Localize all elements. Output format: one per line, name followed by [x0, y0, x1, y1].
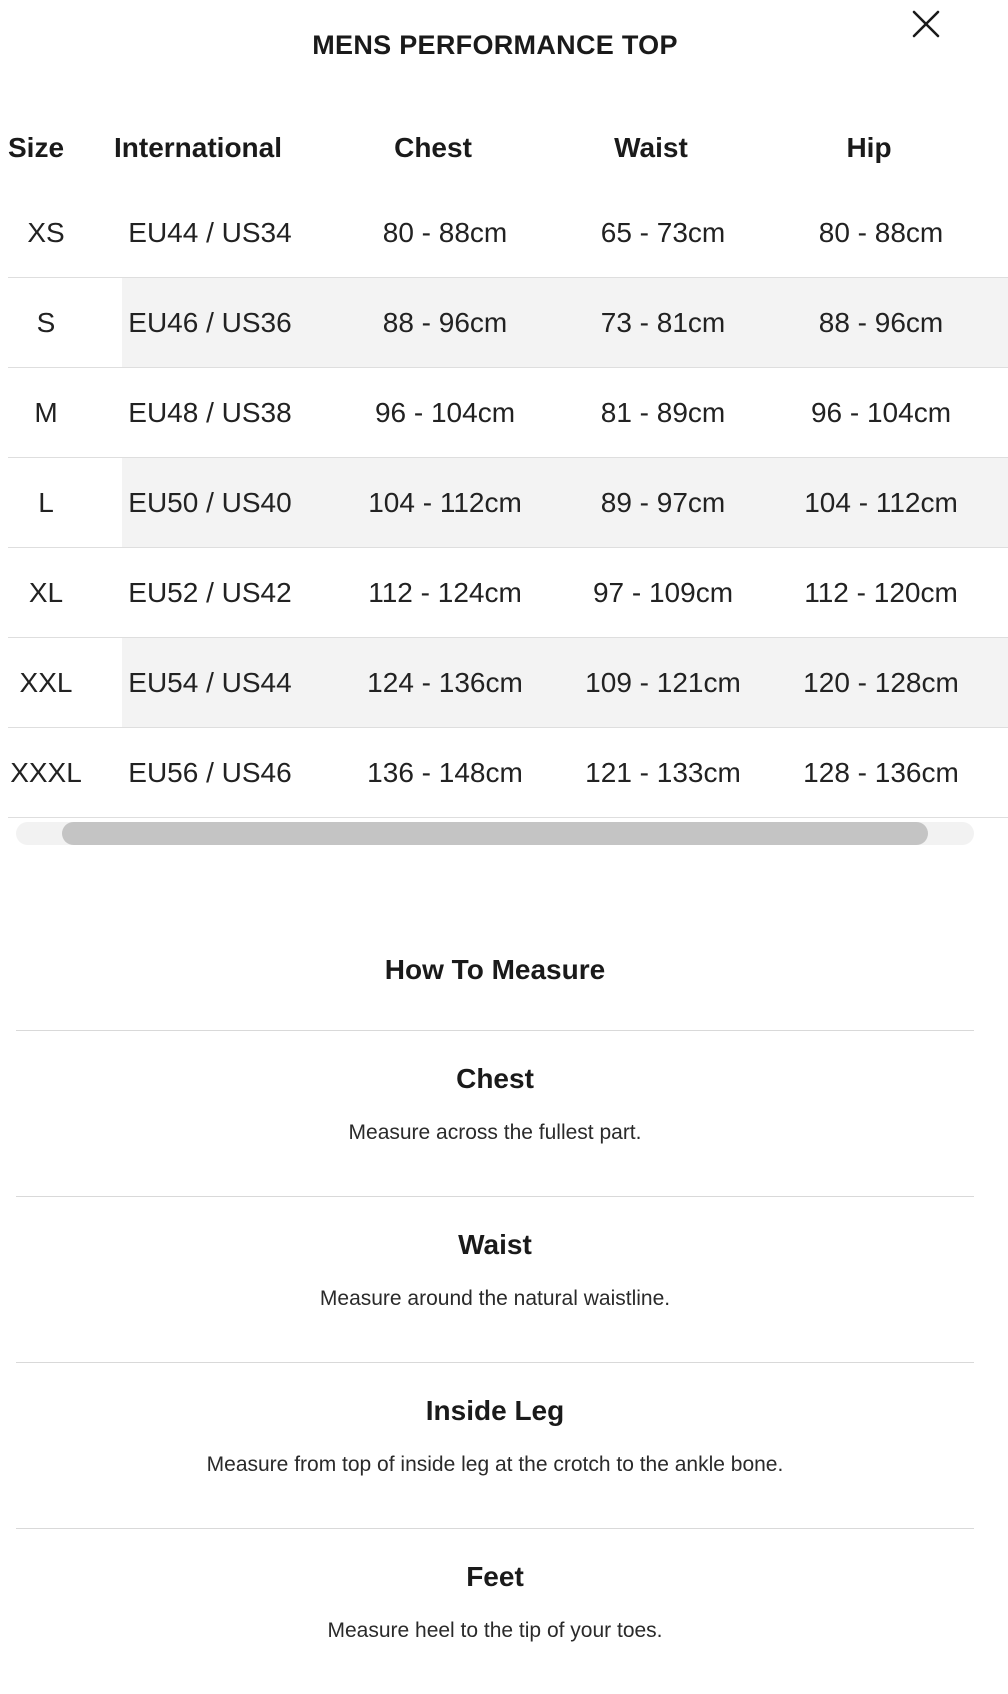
cell-chest: 112 - 124cm — [368, 576, 522, 608]
cell-size: XL — [28, 576, 64, 608]
how-to-measure-list — [16, 1030, 974, 1694]
header-international: International — [113, 132, 282, 163]
cell-international: EU52 / US42 — [128, 576, 292, 608]
table-row — [8, 278, 1008, 368]
cell-waist: 89 - 97cm — [600, 486, 726, 518]
cell-waist: 73 - 81cm — [600, 306, 726, 338]
horizontal-scrollbar[interactable] — [16, 822, 974, 845]
cell-waist: 65 - 73cm — [600, 216, 726, 248]
cell-chest: 80 - 88cm — [382, 216, 508, 248]
table-header-row — [8, 108, 1008, 188]
measure-description: Measure heel to the tip of your toes. — [327, 1619, 663, 1642]
cell-size: XXXL — [10, 756, 82, 788]
cell-size: M — [34, 396, 58, 428]
how-to-measure-title: How To Measure — [384, 954, 606, 985]
table-row — [8, 458, 1008, 548]
measure-name: Feet — [466, 1561, 524, 1592]
cell-hip: 128 - 136cm — [803, 756, 959, 788]
measure-item-chest — [16, 1030, 974, 1196]
cell-size: L — [38, 486, 54, 518]
table-row — [8, 548, 1008, 638]
table-row — [8, 728, 1008, 818]
cell-international: EU56 / US46 — [128, 756, 292, 788]
header-size: Size — [8, 132, 65, 163]
measure-description: Measure from top of inside leg at the crotch to the ankle bone. — [206, 1453, 784, 1476]
cell-waist: 97 - 109cm — [592, 576, 734, 608]
cell-international: EU50 / US40 — [128, 486, 292, 518]
cell-hip: 120 - 128cm — [803, 666, 959, 698]
cell-hip: 88 - 96cm — [818, 306, 944, 338]
header-waist: Waist — [614, 132, 688, 163]
cell-size: S — [36, 306, 56, 338]
cell-hip: 96 - 104cm — [810, 396, 952, 428]
cell-chest: 96 - 104cm — [374, 396, 516, 428]
measure-name: Inside Leg — [425, 1395, 565, 1426]
cell-international: EU48 / US38 — [128, 396, 292, 428]
scrollbar-thumb[interactable] — [62, 822, 928, 845]
table-row — [8, 368, 1008, 458]
page-title: MENS PERFORMANCE TOP — [312, 30, 678, 60]
cell-international: EU46 / US36 — [128, 306, 292, 338]
measure-description: Measure around the natural waistline. — [319, 1287, 671, 1310]
measure-item-feet — [16, 1528, 974, 1694]
measure-name: Chest — [456, 1063, 534, 1094]
cell-international: EU44 / US34 — [128, 216, 292, 248]
cell-waist: 81 - 89cm — [600, 396, 726, 428]
header-hip: Hip — [846, 132, 892, 163]
cell-chest: 124 - 136cm — [367, 666, 523, 698]
size-table — [8, 108, 1008, 818]
cell-size: XS — [27, 216, 65, 248]
cell-waist: 121 - 133cm — [585, 756, 741, 788]
cell-hip: 112 - 120cm — [804, 576, 958, 608]
table-row — [8, 638, 1008, 728]
cell-hip: 104 - 112cm — [804, 486, 958, 518]
cell-chest: 104 - 112cm — [368, 486, 522, 518]
header-chest: Chest — [394, 132, 472, 163]
cell-chest: 136 - 148cm — [367, 756, 523, 788]
cell-size: XXL — [19, 666, 73, 698]
cell-hip: 80 - 88cm — [818, 216, 944, 248]
table-row — [8, 188, 1008, 278]
cell-international: EU54 / US44 — [128, 666, 292, 698]
measure-item-inside-leg — [16, 1362, 974, 1528]
measure-item-waist — [16, 1196, 974, 1362]
cell-chest: 88 - 96cm — [382, 306, 508, 338]
measure-name: Waist — [458, 1229, 532, 1260]
measure-description: Measure across the fullest part. — [348, 1121, 642, 1144]
cell-waist: 109 - 121cm — [585, 666, 741, 698]
size-table-scroll-area[interactable] — [8, 108, 974, 818]
